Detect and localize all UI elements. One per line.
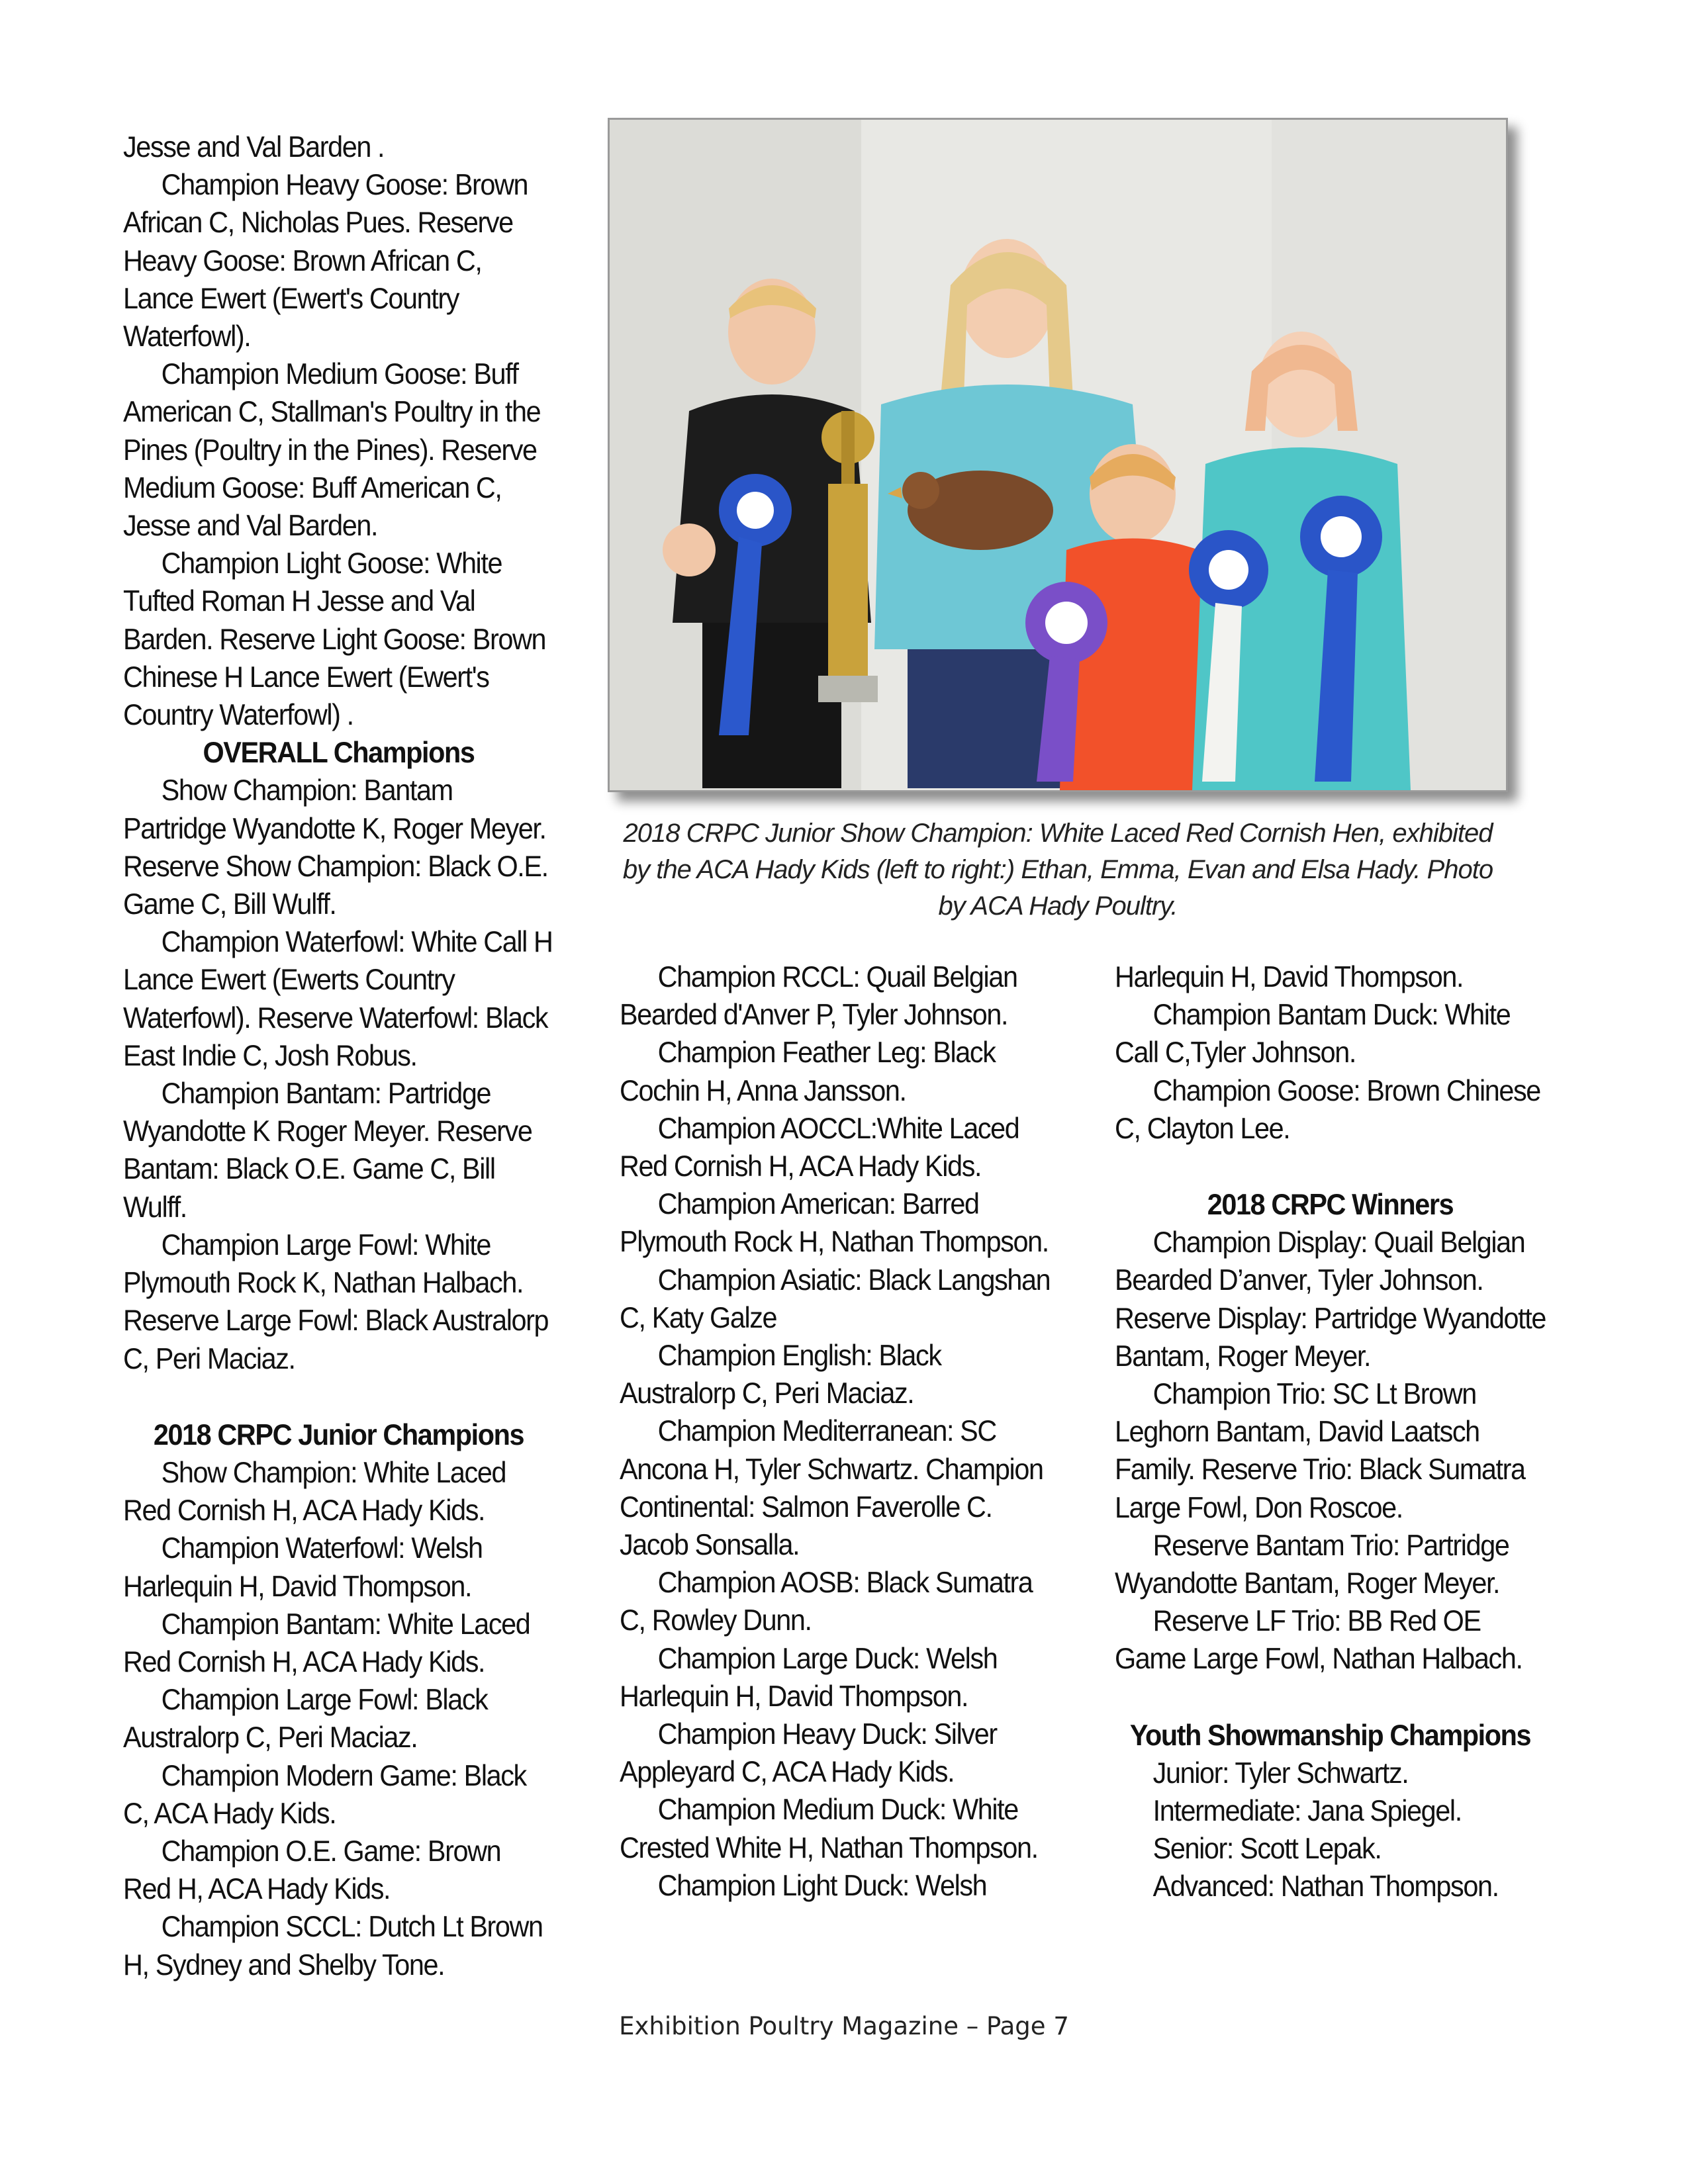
paragraph: Reserve Bantam Trio: Partridge Wyandotte Bantam, Roger Meyer. [1115, 1529, 1509, 1600]
paragraph: Champion RCCL: Quail Belgian Bearded d'Anver P, Tyler Johnson. [620, 961, 1017, 1032]
paragraph: Champion Large Fowl: White Plymouth Rock K, Nathan Halbach. Reserve Large Fowl: Black Australorp C, Peri Maciaz. [123, 1228, 549, 1375]
paragraph-gap [1115, 1148, 1546, 1186]
paragraph: Champion Heavy Duck: Silver Appleyard C, ACA Hady Kids. [620, 1718, 997, 1789]
paragraph: Champion Bantam: White Laced Red Cornish H, ACA Hady Kids. [123, 1608, 530, 1678]
paragraph: Champion Trio: SC Lt Brown Leghorn Bantam, David Laatsch Family. Reserve Trio: Black Sumatra Large Fowl, Don Roscoe. [1115, 1378, 1525, 1524]
paragraph: Champion Waterfowl: Welsh Harlequin H, David Thompson. [123, 1532, 483, 1603]
paragraph: Champion Heavy Goose: Brown African C, Nicholas Pues. Reserve Heavy Goose: Brown African C, Lance Ewert (Ewert's Country Waterfowl). [123, 169, 528, 353]
middle-column [620, 958, 1051, 1905]
paragraph: Champion AOSB: Black Sumatra C, Rowley Dunn. [620, 1567, 1033, 1637]
paragraph: Champion SCCL: Dutch Lt Brown H, Sydney and Shelby Tone. [123, 1911, 543, 1981]
section-heading: OVERALL Champions [203, 737, 475, 770]
photo-illustration [610, 120, 1506, 790]
paragraph: Champion O.E. Game: Brown Red H, ACA Hady Kids. [123, 1835, 501, 1906]
paragraph: Champion Goose: Brown Chinese C, Clayton Lee. [1115, 1074, 1540, 1145]
photo-children-with-ribbons-icon [608, 118, 1508, 792]
paragraph: Champion AOCCL:White Laced Red Cornish H, ACA Hady Kids. [620, 1112, 1019, 1183]
right-column [1115, 958, 1546, 1906]
paragraph: Advanced: Nathan Thompson. [1152, 1870, 1499, 1903]
paragraph: Champion Asiatic: Black Langshan C, Katy Galze [620, 1263, 1051, 1334]
paragraph: Junior: Tyler Schwartz. [1152, 1756, 1409, 1790]
paragraph: Champion Bantam Duck: White Call C,Tyler Johnson. [1115, 999, 1511, 1069]
section-heading: 2018 CRPC Winners [1207, 1189, 1454, 1222]
paragraph: Champion Feather Leg: Black Cochin H, Anna Jansson. [620, 1036, 996, 1107]
paragraph: Show Champion: Bantam Partridge Wyandotte K, Roger Meyer. Reserve Show Champion: Black O.E. Game C, Bill Wulff. [123, 774, 548, 921]
photo-caption: 2018 CRPC Junior Show Champion: White Laced Red Cornish Hen, exhibited by the ACA Hady Kids (left to right:) Ethan, Emma, Evan and Elsa Hady. Photo by ACA Hady Poultry. [622, 819, 1493, 921]
paragraph: Champion Light Goose: White Tufted Roman H Jesse and Val Barden. Reserve Light Goose: Brown Chinese H Lance Ewert (Ewert's Country Waterfowl) . [123, 547, 546, 732]
paragraph: Champion Medium Goose: Buff American C, Stallman's Poultry in the Pines (Poultry in the Pines). Reserve Medium Goose: Buff American C, Jesse and Val Barden. [123, 358, 541, 543]
paragraph: Champion Waterfowl: White Call H Lance Ewert (Ewerts Country Waterfowl). Reserve Waterfowl: Black East Indie C, Josh Robus. [123, 926, 553, 1072]
paragraph-gap [1115, 1678, 1546, 1717]
paragraph: Champion Modern Game: Black C, ACA Hady Kids. [123, 1759, 526, 1830]
paragraph: Harlequin H, David Thompson. [1115, 961, 1464, 993]
paragraph: Champion Mediterranean: SC Ancona H, Tyler Schwartz. Champion Continental: Salmon Faverolle C. Jacob Sonsalla. [620, 1415, 1043, 1562]
paragraph: Champion Large Fowl: Black Australorp C, Peri Maciaz. [123, 1684, 488, 1754]
paragraph-gap [123, 1378, 554, 1416]
paragraph: Show Champion: White Laced Red Cornish H, ACA Hady Kids. [123, 1456, 506, 1527]
paragraph: Champion Large Duck: Welsh Harlequin H, David Thompson. [620, 1642, 998, 1713]
section-heading: Youth Showmanship Champions [1129, 1719, 1531, 1752]
paragraph: Jesse and Val Barden . [123, 131, 385, 163]
paragraph: Champion Display: Quail Belgian Bearded D’anver, Tyler Johnson. Reserve Display: Partridge Wyandotte Bantam, Roger Meyer. [1115, 1226, 1546, 1373]
paragraph: Champion English: Black Australorp C, Peri Maciaz. [620, 1340, 941, 1410]
section-heading: 2018 CRPC Junior Champions [153, 1418, 524, 1451]
paragraph: Champion Light Duck: Welsh [657, 1869, 987, 1902]
paragraph: Champion Bantam: Partridge Wyandotte K Roger Meyer. Reserve Bantam: Black O.E. Game C, Bill Wulff. [123, 1077, 532, 1224]
paragraph: Senior: Scott Lepak. [1152, 1833, 1382, 1866]
paragraph: Intermediate: Jana Spiegel. [1152, 1795, 1462, 1828]
paragraph: Champion American: Barred Plymouth Rock H, Nathan Thompson. [620, 1188, 1049, 1259]
paragraph: Reserve LF Trio: BB Red OE Game Large Fowl, Nathan Halbach. [1115, 1605, 1523, 1676]
left-column [123, 128, 554, 1984]
paragraph: Champion Medium Duck: White Crested White H, Nathan Thompson. [620, 1794, 1038, 1864]
page-footer: Exhibition Poultry Magazine – Page 7 [619, 2012, 1069, 2040]
